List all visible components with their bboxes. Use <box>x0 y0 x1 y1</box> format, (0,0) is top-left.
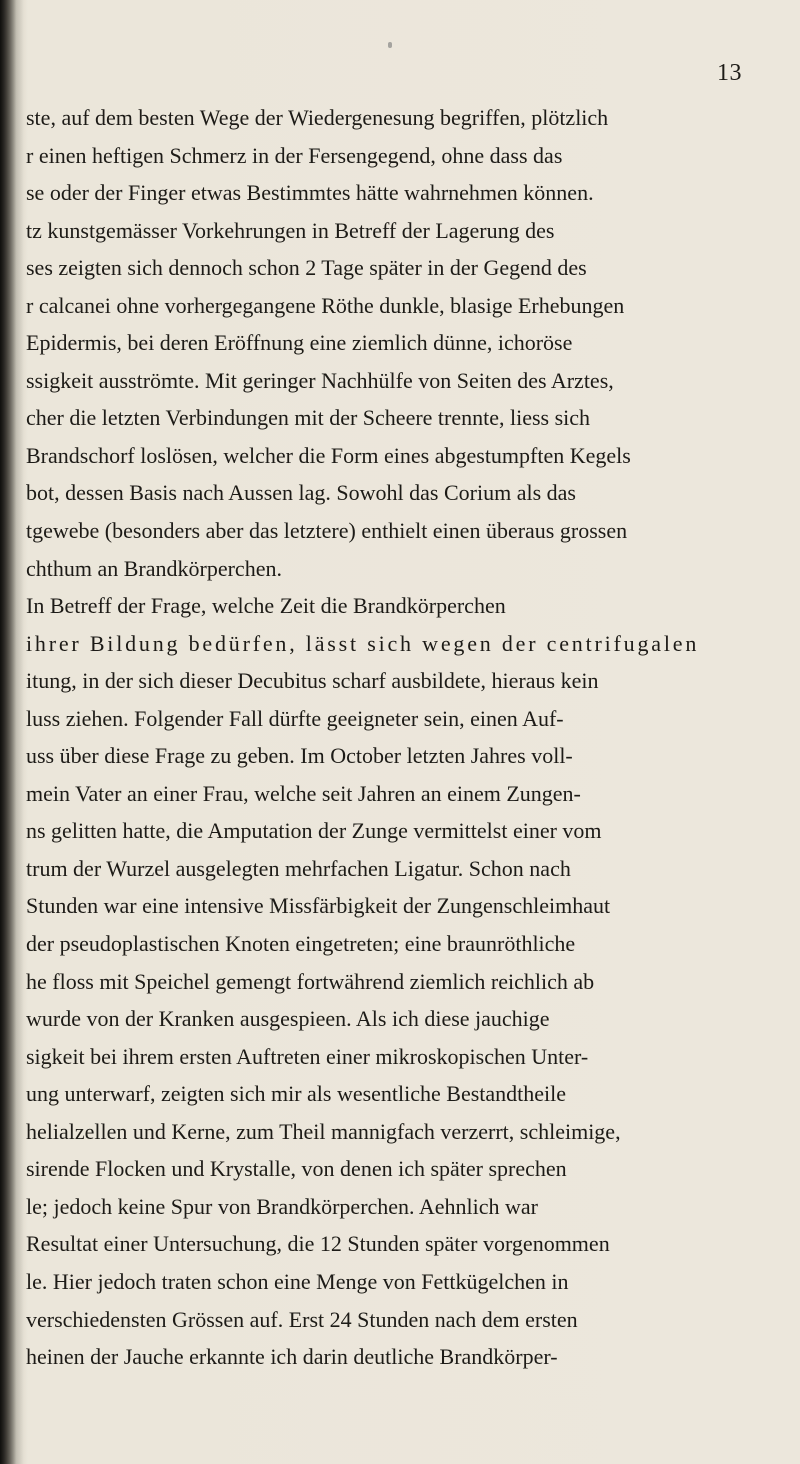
text-line: Stunden war eine intensive Missfärbigkeit der Zungenschleimhaut <box>26 893 611 919</box>
text-line: helialzellen und Kerne, zum Theil mannigfach verzerrt, schleimige, <box>26 1118 621 1144</box>
binding-shadow <box>0 0 24 1464</box>
page-number: 13 <box>717 60 742 86</box>
text-line: mein Vater an einer Frau, welche seit Jahren an einem Zungen- <box>26 780 581 806</box>
text-line: ihrer Bildung bedürfen, lässt sich wegen der centrifugalen <box>26 630 700 656</box>
text-line: Resultat einer Untersuchung, die 12 Stunden später vorgenommen <box>26 1231 610 1257</box>
text-line: r einen heftigen Schmerz in der Fersengegend, ohne dass das <box>26 142 563 168</box>
text-line: sigkeit bei ihrem ersten Auftreten einer mikroskopischen Unter- <box>26 1043 589 1069</box>
text-line: se oder der Finger etwas Bestimmtes hätte wahrnehmen können. <box>26 180 594 206</box>
text-line: tgewebe (besonders aber das letztere) enthielt einen überaus grossen <box>26 518 628 544</box>
text-line: uss über diese Frage zu geben. Im October letzten Jahres voll- <box>26 743 573 769</box>
text-line: trum der Wurzel ausgelegten mehrfachen Ligatur. Schon nach <box>26 855 571 881</box>
text-line: wurde von der Kranken ausgespieen. Als ich diese jauchige <box>26 1006 550 1032</box>
print-speck <box>388 42 392 48</box>
text-line: ses zeigten sich dennoch schon 2 Tage später in der Gegend des <box>26 255 587 281</box>
text-line: verschiedensten Grössen auf. Erst 24 Stunden nach dem ersten <box>26 1306 578 1332</box>
text-line: cher die letzten Verbindungen mit der Scheere trennte, liess sich <box>26 405 591 431</box>
text-line: itung, in der sich dieser Decubitus scharf ausbildete, hieraus kein <box>26 668 599 694</box>
text-line: In Betreff der Frage, welche Zeit die Brandkörperchen <box>26 593 506 619</box>
text-line: luss ziehen. Folgender Fall dürfte geeigneter sein, einen Auf- <box>26 705 564 731</box>
text-line: sirende Flocken und Krystalle, von denen ich später sprechen <box>26 1156 567 1182</box>
text-line: heinen der Jauche erkannte ich darin deutliche Brandkörper- <box>26 1344 558 1370</box>
text-line: ung unterwarf, zeigten sich mir als wesentliche Bestandtheile <box>26 1081 567 1107</box>
text-line: der pseudoplastischen Knoten eingetreten; eine braunröthliche <box>26 931 576 957</box>
text-line: le. Hier jedoch traten schon eine Menge von Fettkügelchen in <box>26 1268 569 1294</box>
body-text <box>26 99 792 1376</box>
text-line: he floss mit Speichel gemengt fortwährend ziemlich reichlich ab <box>26 968 595 994</box>
text-line: bot, dessen Basis nach Aussen lag. Sowohl das Corium als das <box>26 480 576 506</box>
text-line: tz kunstgemässer Vorkehrungen in Betreff der Lagerung des <box>26 217 555 243</box>
text-line: ste, auf dem besten Wege der Wiedergenesung begriffen, plötzlich <box>26 105 609 130</box>
text-line: Brandschorf loslösen, welcher die Form eines abgestumpften Kegels <box>26 442 631 468</box>
text-line: ssigkeit ausströmte. Mit geringer Nachhülfe von Seiten des Arztes, <box>26 367 614 393</box>
text-line: r calcanei ohne vorhergegangene Röthe dunkle, blasige Erhebungen <box>26 292 625 318</box>
text-line: chthum an Brandkörperchen. <box>26 555 282 581</box>
text-line: le; jedoch keine Spur von Brandkörperchen. Aehnlich war <box>26 1193 538 1219</box>
text-line: Epidermis, bei deren Eröffnung eine ziemlich dünne, ichoröse <box>26 330 573 356</box>
text-line: ns gelitten hatte, die Amputation der Zunge vermittelst einer vom <box>26 818 602 844</box>
